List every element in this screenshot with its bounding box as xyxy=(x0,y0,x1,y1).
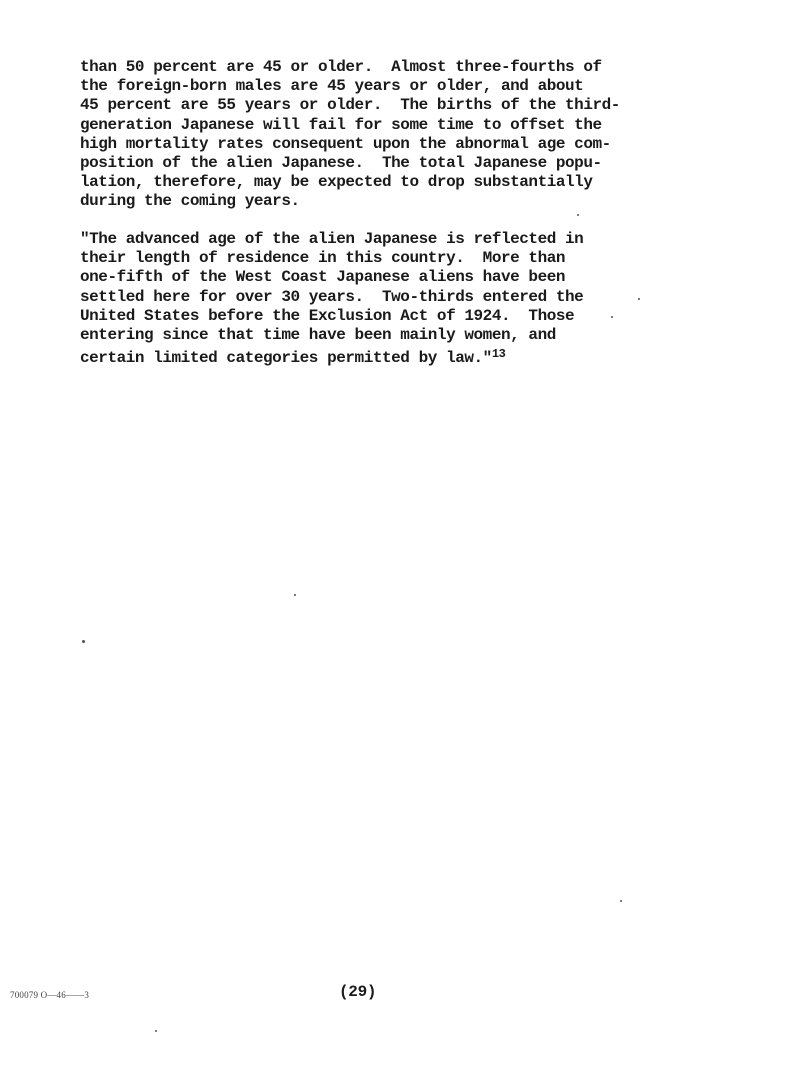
text-line: certain limited categories permitted by law." xyxy=(80,349,492,368)
paragraph-residence-length xyxy=(80,230,680,368)
text-line: settled here for over 30 years. Two-thirds entered the xyxy=(80,287,584,306)
scan-speck xyxy=(611,316,613,318)
text-line: than 50 percent are 45 or older. Almost three-fourths of xyxy=(80,58,602,76)
text-line: position of the alien Japanese. The total Japanese popu- xyxy=(80,154,602,173)
text-line: lation, therefore, may be expected to drop substantially xyxy=(80,173,593,192)
paragraph-age-distribution xyxy=(80,58,680,212)
page-number: (29) xyxy=(339,983,377,1001)
text-line: high mortality rates consequent upon the abnormal age com- xyxy=(80,134,611,153)
text-line: "The advanced age of the alien Japanese is reflected in xyxy=(80,230,584,248)
text-line: entering since that time have been mainly women, and xyxy=(80,326,556,345)
footnote-reference: 13 xyxy=(491,347,506,362)
text-line: one-fifth of the West Coast Japanese aliens have been xyxy=(80,268,566,287)
print-code: 700079 O—46——3 xyxy=(10,990,90,1000)
text-line: their length of residence in this country. More than xyxy=(80,249,566,268)
text-line: the foreign-born males are 45 years or older, and about xyxy=(80,77,584,96)
scan-speck xyxy=(620,900,622,902)
scan-speck xyxy=(155,1030,157,1032)
text-line-with-footnote xyxy=(80,345,680,368)
text-line: generation Japanese will fail for some time to offset the xyxy=(80,115,602,134)
scan-speck xyxy=(82,640,85,643)
text-line: 45 percent are 55 years or older. The births of the third- xyxy=(80,96,620,115)
scan-speck xyxy=(294,594,296,596)
scan-speck xyxy=(577,214,579,216)
scan-speck xyxy=(638,298,640,300)
text-line: during the coming years. xyxy=(80,192,300,211)
text-line: United States before the Exclusion Act of 1924. Those xyxy=(80,306,575,325)
